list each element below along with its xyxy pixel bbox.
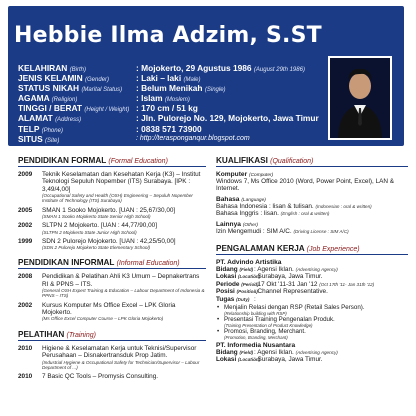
training-entry <box>18 345 206 370</box>
job-detail-value <box>254 349 338 357</box>
training-entry <box>18 373 206 380</box>
website-link[interactable] <box>136 134 250 144</box>
bio-key <box>18 134 136 144</box>
bio-key <box>18 103 136 113</box>
bio-value <box>136 93 190 103</box>
bio-key-label: TELP <box>18 123 40 134</box>
job-detail-value <box>254 296 256 304</box>
entry-year: 2009 <box>18 171 33 178</box>
entry-text <box>42 373 206 380</box>
bio-key-label: STATUS NIKAH <box>18 83 80 94</box>
entry-main: 7 Basic QC Tools – Promysis Consulting. <box>42 372 159 380</box>
job-detail-value-text: : 17 Okt '11-31 Jan '12 <box>254 280 318 288</box>
entry-year: 2010 <box>18 344 33 352</box>
job-detail-value-en: (Advertising Agency) <box>295 349 338 355</box>
entry-sub: (SDN 2 Pulorejo Mojokerto State Elementary School) <box>42 245 151 251</box>
job-detail-key <box>216 349 254 357</box>
entry-year: 2008 <box>18 273 33 281</box>
bio-value <box>136 83 226 93</box>
bio-key <box>18 63 136 73</box>
profile-photo <box>328 56 392 140</box>
job-detail-key <box>216 280 259 289</box>
informal-education-entry <box>18 302 206 322</box>
bio-value-text: : Laki – laki <box>136 73 182 84</box>
bio-row <box>18 113 328 123</box>
job-detail-key-text: Tugas <box>216 295 235 303</box>
bio-value-en: (Male) <box>183 77 201 84</box>
language-label: Bahasa (Language) <box>216 195 266 203</box>
job-detail-key-en: (Location) <box>238 274 261 280</box>
job-detail-value <box>254 266 338 274</box>
entry-sub: (Ms Office Excel Computer Course – LPK Gloria Mojokerto) <box>42 316 164 322</box>
job-detail-key-text: Posisi <box>216 288 235 296</box>
bio-key-label: ALAMAT <box>18 113 53 124</box>
formal-education-entry <box>18 222 206 235</box>
informal-education-title: PENDIDIKAN INFORMAL (Informal Education) <box>18 258 206 269</box>
entry-main: Higiene & Keselamatan Kerja untuk Teknisi/Supervisor Perusahaan – Disnakertransduk Prop Jatim. <box>42 344 197 360</box>
job-detail-key-en: (Field) <box>239 349 254 355</box>
job-detail-value-text: : <box>254 295 256 303</box>
bio-value-text: : Islam <box>136 93 163 104</box>
left-column <box>18 156 206 388</box>
job-detail-key-text: Lokasi <box>216 356 237 364</box>
job-detail-row <box>216 349 408 357</box>
bio-value <box>136 63 305 73</box>
job-detail-key-text: Bidang <box>216 348 238 356</box>
entry-text <box>42 222 206 235</box>
bio-key <box>18 73 136 83</box>
experience-section <box>216 244 408 364</box>
job-task <box>216 304 408 316</box>
entry-sub: (General OSH Expert Training & Education – Labour Department of Indonesia & PPNS – ITS) <box>42 288 205 299</box>
job-company: PT. Informedia Nusantara <box>216 341 296 349</box>
job-detail-key <box>216 288 258 296</box>
bio-list <box>18 63 328 144</box>
entry-main: SLTPN 2 Mojokerto. [UAN : 44,77/90,00] <box>42 222 157 230</box>
portrait-image <box>330 58 390 138</box>
job-task <box>216 316 408 328</box>
job-detail-value-text: : Agensi Iklan. <box>254 348 294 356</box>
entry-year: 2002 <box>18 301 33 309</box>
job-detail-key <box>216 273 261 281</box>
entry-year: 2002 <box>18 222 33 230</box>
job-detail-key-en: (Duty) <box>236 296 250 302</box>
bio-key-en: (Religion) <box>51 97 78 104</box>
bio-value-text: : Belum Menikah <box>136 83 203 94</box>
bio-value-text: : Jln. Pulorejo No. 129, Mojokerto, Jawa Timur <box>136 113 319 124</box>
job-detail-key-en: (Period) <box>241 281 259 287</box>
bio-value <box>136 113 319 123</box>
bio-row <box>18 124 328 134</box>
language-line <box>216 210 408 218</box>
job-detail-value <box>254 288 328 296</box>
bio-value <box>136 103 198 113</box>
job-company: PT. Advindo Artistika <box>216 258 282 266</box>
entry-text <box>42 345 206 370</box>
formal-education-title: PENDIDIKAN FORMAL (Formal Education) <box>18 156 206 167</box>
job-detail-row <box>216 266 408 274</box>
right-column <box>216 156 408 372</box>
bio-row <box>18 73 328 83</box>
training-section <box>18 330 206 381</box>
other-text: Izin Mengemudi : SIM A/C. (Driving License : SIM A/C) <box>216 228 349 235</box>
entry-text <box>42 302 206 322</box>
bio-key <box>18 83 136 93</box>
entry-year: 2010 <box>18 372 33 380</box>
bio-key-en: (Marital Status) <box>81 87 123 94</box>
job-detail-row <box>216 296 408 304</box>
job-detail-row <box>216 288 408 296</box>
bio-value-en: (Moslem) <box>164 97 190 104</box>
job-task-en: (Relationship building with RSP) <box>224 310 287 316</box>
job-detail-value-text: : Agensi Iklan. <box>254 265 294 273</box>
bio-key-label: JENIS KELAMIN <box>18 73 83 84</box>
bio-value <box>136 73 201 83</box>
formal-education-entry <box>18 238 206 251</box>
job-task-text: Promosi, Branding, Merchant. <box>224 327 306 335</box>
bio-value-en: (Single) <box>204 87 226 94</box>
bio-value-text: : 170 cm / 51 kg <box>136 103 198 114</box>
formal-education-section <box>18 156 206 250</box>
qualification-section <box>216 156 408 236</box>
bio-key-label: SITUS <box>18 133 43 144</box>
bio-key <box>18 124 136 134</box>
job-task-en: (Promotion, Branding, Merchant) <box>224 334 288 340</box>
bio-value <box>136 124 202 134</box>
bio-row <box>18 63 328 73</box>
bio-key <box>18 113 136 123</box>
job-detail-key-text: Periode <box>216 280 240 288</box>
language-en: (English : oral & written) <box>280 211 330 217</box>
entry-year: 1999 <box>18 237 33 245</box>
job-detail-key-en: (Location) <box>238 357 261 363</box>
job-task-text: Presentasi Training Pengenalan Produk. <box>224 315 335 323</box>
computer-text: Windows 7, Ms Office 2010 (Word, Power Point, Excel), LAN & Internet. <box>216 178 395 193</box>
language-line <box>216 203 408 211</box>
job-detail-row <box>216 356 408 364</box>
job-detail-row <box>216 281 408 289</box>
entry-main: SMAN 1 Sooko Mojokerto. [UAN : 25,67/30,00] <box>42 206 176 214</box>
entry-sub: (Industrial Hygiene & Occupational Safety for Technician/Supervisor – Labour Department of ...) <box>42 359 200 370</box>
bio-value-text: : http://terasponganqur.blogspot.com <box>136 134 250 142</box>
entry-main: Teknik Keselamatan dan Kesehatan Kerja (K3) – Institut Teknologi Sepuluh Nopember (ITS) Surabaya. [IPK : 3,49/4,00] <box>42 171 201 193</box>
entry-sub: (SMAN 1 Sooko Mojokerto State Senior High School) <box>42 214 151 220</box>
entry-text <box>42 207 206 220</box>
bio-value-en: (August 29th 1986) <box>253 67 305 73</box>
formal-education-entry <box>18 207 206 220</box>
bio-value-text: : Mojokerto, 29 Agustus 1986 <box>136 63 252 73</box>
bio-value-text: : 0838 571 73900 <box>136 123 202 134</box>
informal-education-entry <box>18 273 206 298</box>
training-title: PELATIHAN (Training) <box>18 330 206 341</box>
language-en: (Indonesian : oral & written) <box>315 203 372 209</box>
job-detail-value-en: (Oct 17th '11- Jan 31th '12) <box>319 281 375 287</box>
job-task <box>216 328 408 340</box>
entry-main: SDN 2 Pulorejo Mojokerto. [UAN : 42,25/50,00] <box>42 237 176 245</box>
job-detail-key-en: (Position) <box>236 289 258 295</box>
job-detail-key <box>216 296 254 304</box>
bio-key-en: (Gender) <box>85 77 110 84</box>
job-task-text: Menjalin Relasi dengan RSP (Retail Sales Person). <box>224 303 365 311</box>
job-detail-key <box>216 266 254 274</box>
bio-key-label: KELAHIRAN <box>18 63 68 73</box>
qualification-title: KUALIFIKASI (Qualification) <box>216 156 408 167</box>
bio-row <box>18 134 328 144</box>
bio-key-en: (Address) <box>55 117 82 124</box>
entry-main: Kursus Komputer Ms Office Excel – LPK Gloria Mojokerto. <box>42 301 176 317</box>
formal-education-entry <box>18 171 206 204</box>
job-detail-value <box>254 281 374 289</box>
entry-year: 2005 <box>18 206 33 214</box>
entry-sub: (Occupational Safety and Health (OSH) Engineering – Sepuluh Nopember Institute of Technology (ITS) Surabaya) <box>42 193 193 204</box>
experience-title: PENGALAMAN KERJA (Job Experience) <box>216 244 408 255</box>
language-text: Bahasa Inggris : lisan. <box>216 210 279 218</box>
entry-text <box>42 238 206 251</box>
bio-key-en: (Birth) <box>69 67 86 73</box>
computer-label: Komputer (Computer) <box>216 171 274 178</box>
bio-key-en: (Phone) <box>41 127 63 134</box>
job-detail-key-text: Bidang <box>216 265 238 273</box>
bio-key-en: (Height / Weight) <box>84 107 130 114</box>
job-detail-key-text: Lokasi <box>216 273 237 281</box>
entry-sub: (SLTPN 2 Mojokerto State Junior High School) <box>42 229 137 235</box>
bio-row <box>18 93 328 103</box>
job-task-en: (Training Presentation of Product Knowledge) <box>224 322 313 328</box>
informal-education-section <box>18 258 206 321</box>
language-text: Bahasa Indonesia : lisan & tulisan. <box>216 202 314 210</box>
job-detail-key-en: (Field) <box>239 266 254 272</box>
job-detail-value <box>254 356 323 364</box>
entry-text <box>42 171 206 204</box>
job-detail-row <box>216 273 408 281</box>
bio-row <box>18 103 328 113</box>
job-detail-value-text: : Channel Representative. <box>254 288 328 296</box>
other-label: Lainnya (Other) <box>216 221 258 228</box>
job-detail-value-text: : Surabaya, Jawa Timur. <box>254 273 323 281</box>
entry-text <box>42 273 206 298</box>
bio-key <box>18 93 136 103</box>
candidate-name: Hebbie Ilma Adzim, S.ST <box>14 23 322 48</box>
bio-key-label: AGAMA <box>18 93 50 104</box>
job-detail-value-text: : Surabaya, Jawa Timur. <box>254 356 323 364</box>
job-detail-value-en: (Advertising Agency) <box>295 266 338 272</box>
bio-key-label: TINGGI / BERAT <box>18 103 83 114</box>
bio-key-en: (Site) <box>45 137 60 144</box>
job-detail-value <box>254 273 323 281</box>
bio-row <box>18 83 328 93</box>
job-detail-key <box>216 356 261 364</box>
entry-main: Pendidikan & Pelatihan Ahli K3 Umum – Depnakertrans RI & PPNS – ITS. <box>42 273 200 288</box>
header-banner <box>8 6 404 146</box>
